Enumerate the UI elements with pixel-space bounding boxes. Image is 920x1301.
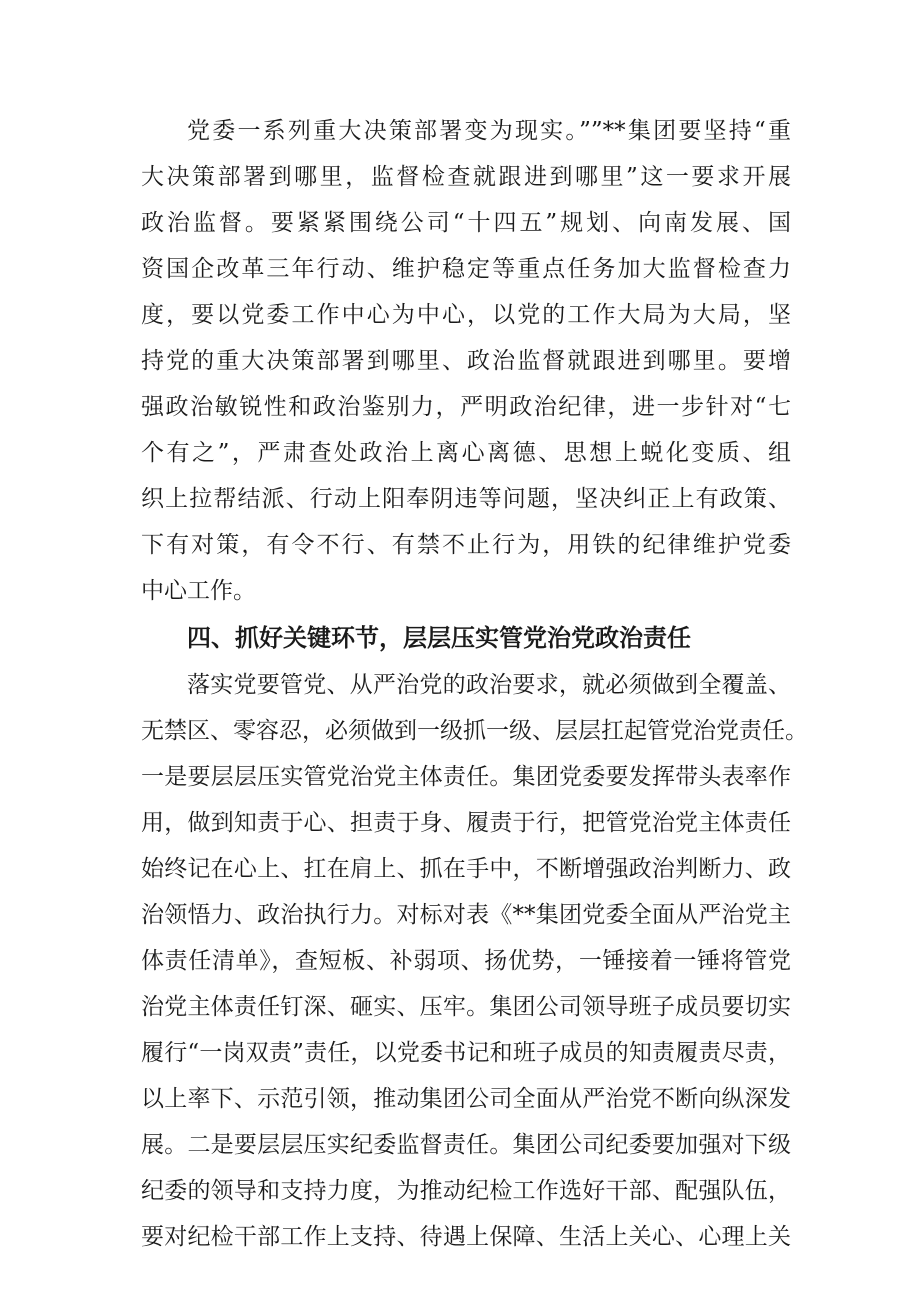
- paragraph-2-line: 始终记在心上、扛在肩上、抓在手中，不断增强政治判断力、政: [141, 856, 791, 882]
- paragraph-1-line: 强政治敏锐性和政治鉴别力，严明政治纪律，进一步针对“七: [141, 394, 791, 420]
- paragraph-1-line: 中心工作。: [141, 578, 256, 604]
- paragraph-1-line: 持党的重大决策部署到哪里、政治监督就跟进到哪里。要增: [141, 348, 791, 374]
- paragraph-1-line: 党委一系列重大决策部署变为现实。””**集团要坚持“重: [187, 118, 791, 144]
- paragraph-2-line: 治领悟力、政治执行力。对标对表《**集团党委全面从严治党主: [141, 902, 791, 928]
- paragraph-2-line: 以上率下、示范引领，推动集团公司全面从严治党不断向纵深发: [141, 1086, 791, 1112]
- section-heading: 四、抓好关键环节，层层压实管党治党政治责任: [187, 624, 691, 652]
- paragraph-2-line: 纪委的领导和支持力度，为推动纪检工作选好干部、配强队伍，: [141, 1178, 791, 1204]
- paragraph-2-line: 履行“一岗双责”责任，以党委书记和班子成员的知责履责尽责，: [141, 1040, 791, 1066]
- paragraph-2-line: 治党主体责任钉深、砸实、压牢。集团公司领导班子成员要切实: [141, 994, 791, 1020]
- paragraph-2-line: 用，做到知责于心、担责于身、履责于行，把管党治党主体责任: [141, 810, 791, 836]
- paragraph-1-line: 大决策部署到哪里，监督检查就跟进到哪里”这一要求开展: [141, 164, 791, 190]
- paragraph-1-line: 度，要以党委工作中心为中心，以党的工作大局为大局，坚: [141, 302, 791, 328]
- paragraph-2-line: 一是要层层压实管党治党主体责任。集团党委要发挥带头表率作: [141, 764, 791, 790]
- paragraph-1-line: 织上拉帮结派、行动上阳奉阴违等问题，坚决纠正上有政策、: [141, 486, 791, 512]
- paragraph-2-line: 体责任清单》，查短板、补弱项、扬优势，一锤接着一锤将管党: [141, 948, 791, 974]
- paragraph-2-line: 要对纪检干部工作上支持、待遇上保障、生活上关心、心理上关: [141, 1224, 791, 1250]
- paragraph-1-line: 下有对策，有令不行、有禁不止行为，用铁的纪律维护党委: [141, 532, 791, 558]
- paragraph-1-line: 政治监督。要紧紧围绕公司“十四五”规划、向南发展、国: [141, 210, 791, 236]
- paragraph-2-line: 无禁区、零容忍，必须做到一级抓一级、层层扛起管党治党责任。: [141, 718, 808, 744]
- paragraph-2-line: 展。二是要层层压实纪委监督责任。集团公司纪委要加强对下级: [141, 1132, 791, 1158]
- paragraph-2-line: 落实党要管党、从严治党的政治要求，就必须做到全覆盖、: [187, 672, 791, 698]
- paragraph-1-line: 个有之”，严肃查处政治上离心离德、思想上蜕化变质、组: [141, 440, 791, 466]
- paragraph-1-line: 资国企改革三年行动、维护稳定等重点任务加大监督检查力: [141, 256, 791, 282]
